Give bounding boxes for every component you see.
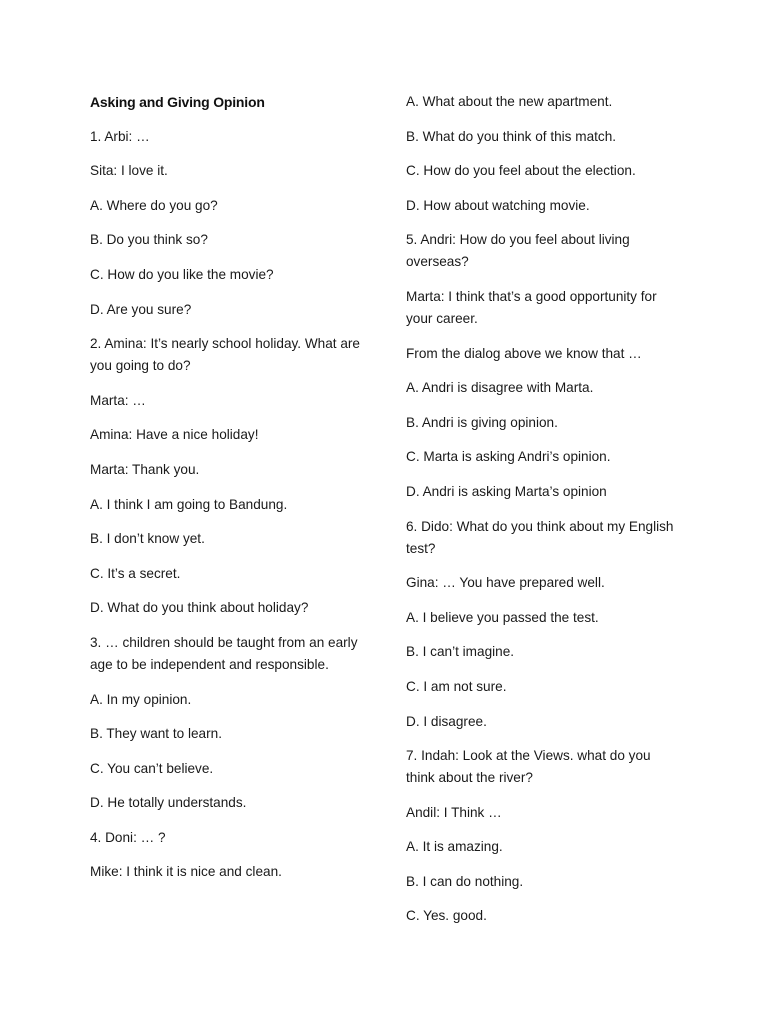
paragraph: Andil: I Think … <box>406 804 502 820</box>
paragraph: 6. Dido: What do you think about my English test? <box>406 518 674 556</box>
paragraph: B. Andri is giving opinion. <box>406 414 558 430</box>
paragraph: A. Andri is disagree with Marta. <box>406 380 594 396</box>
paragraph: A. Where do you go? <box>90 197 218 213</box>
paragraph: D. Andri is asking Marta’s opinion <box>406 483 607 499</box>
paragraph: C. I am not sure. <box>406 678 507 694</box>
paragraph: B. I can do nothing. <box>406 873 524 889</box>
paragraph: C. Marta is asking Andri’s opinion. <box>406 449 611 465</box>
paragraph: B. What do you think of this match. <box>406 128 617 144</box>
right-paragraphs <box>406 91 682 927</box>
paragraph: 1. Arbi: … <box>90 128 150 144</box>
paragraph: B. I don’t know yet. <box>90 531 205 547</box>
paragraph: C. You can’t believe. <box>90 760 214 776</box>
paragraph: A. In my opinion. <box>90 691 192 707</box>
paragraph: Sita: I love it. <box>90 163 168 179</box>
paragraph: 5. Andri: How do you feel about living overseas? <box>406 232 630 270</box>
paragraph: C. Yes. good. <box>406 908 487 924</box>
paragraph: C. How do you feel about the election. <box>406 163 636 179</box>
paragraph: Marta: Thank you. <box>90 461 200 477</box>
paragraph: A. What about the new apartment. <box>406 94 613 109</box>
paragraph: 7. Indah: Look at the Views. what do you think about the river? <box>406 748 651 786</box>
paragraph: D. How about watching movie. <box>406 197 590 213</box>
paragraph: From the dialog above we know that … <box>406 345 642 361</box>
paragraph: B. They want to learn. <box>90 726 222 742</box>
paragraph: 2. Amina: It’s nearly school holiday. What are you going to do? <box>90 336 360 374</box>
paragraph: B. I can’t imagine. <box>406 644 515 660</box>
paragraph: D. Are you sure? <box>90 301 192 317</box>
paragraph: 4. Doni: … ? <box>90 829 166 845</box>
paragraph: A. It is amazing. <box>406 839 503 855</box>
left-paragraphs <box>90 126 362 884</box>
paragraph: 3. … children should be taught from an early age to be independent and responsible. <box>90 634 358 672</box>
paragraph: B. Do you think so? <box>90 232 208 248</box>
paragraph: D. He totally understands. <box>90 795 247 811</box>
paragraph: D. I disagree. <box>406 713 487 729</box>
paragraph: Marta: I think that’s a good opportunity for your career. <box>406 288 657 326</box>
paragraph: C. How do you like the movie? <box>90 266 274 282</box>
document-title: Asking and Giving Opinion <box>90 94 265 110</box>
paragraph: Amina: Have a nice holiday! <box>90 427 259 443</box>
paragraph: C. It’s a secret. <box>90 565 181 581</box>
paragraph: Gina: … You have prepared well. <box>406 575 605 591</box>
left-column <box>90 91 362 896</box>
paragraph: A. I think I am going to Bandung. <box>90 496 288 512</box>
right-column <box>406 91 682 940</box>
paragraph: A. I believe you passed the test. <box>406 609 599 625</box>
paragraph: D. What do you think about holiday? <box>90 600 309 616</box>
paragraph: Mike: I think it is nice and clean. <box>90 864 282 880</box>
paragraph: Marta: … <box>90 392 146 408</box>
